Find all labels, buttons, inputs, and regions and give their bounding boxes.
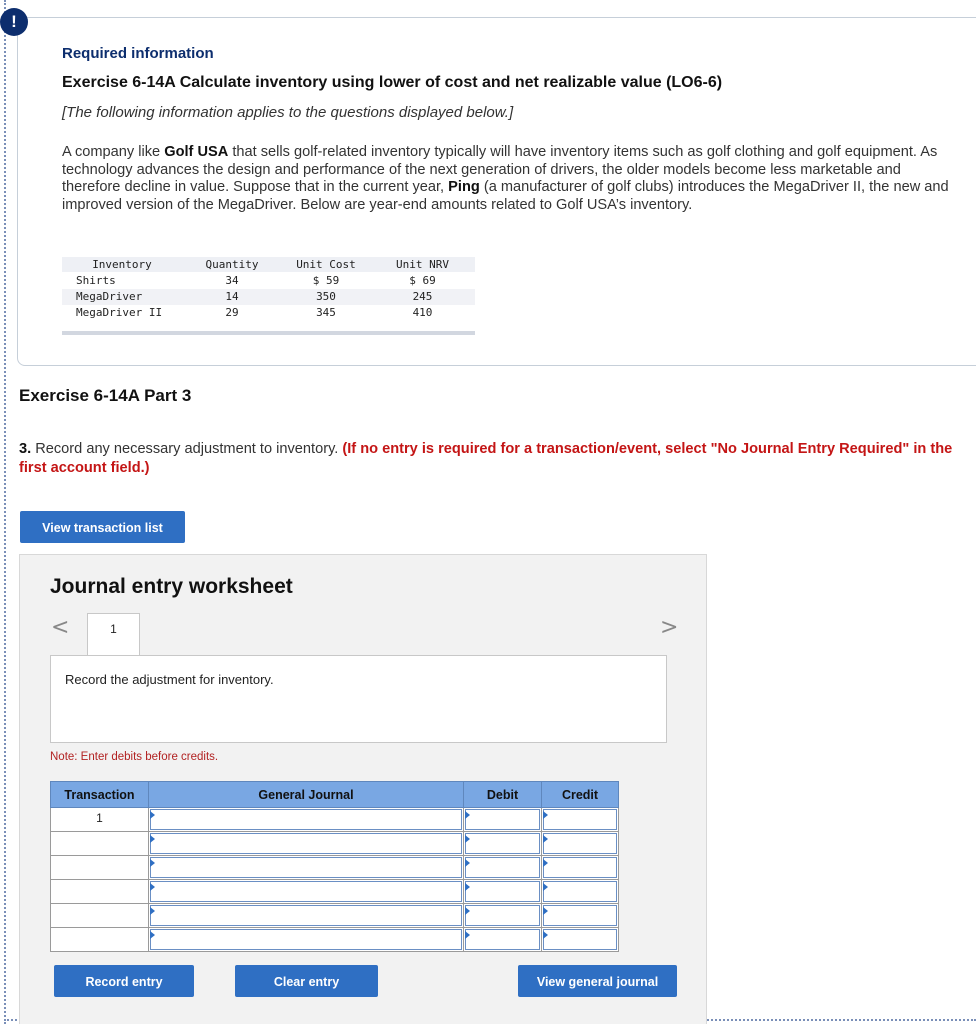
table-row	[51, 832, 619, 856]
credit-input[interactable]	[543, 929, 617, 950]
view-transaction-list-button[interactable]: View transaction list	[20, 511, 185, 543]
record-entry-button[interactable]: Record entry	[54, 965, 194, 997]
inventory-header: Inventory	[62, 257, 182, 273]
credit-input[interactable]	[543, 833, 617, 854]
credit-input[interactable]	[543, 881, 617, 902]
worksheet-tab-1[interactable]: 1	[87, 613, 140, 657]
credit-input[interactable]	[543, 809, 617, 830]
exercise-subtitle: [The following information applies to the questions displayed below.]	[62, 104, 514, 121]
account-select[interactable]	[150, 833, 462, 854]
table-row	[51, 808, 619, 832]
journal-entry-worksheet	[19, 554, 707, 1024]
account-select[interactable]	[150, 881, 462, 902]
table-row: MegaDriver 14 350 245	[62, 289, 475, 305]
credit-header: Credit	[542, 782, 619, 808]
manufacturer-name: Ping	[448, 179, 480, 195]
question-instruction: (If no entry is required for a transaction/event, select "No Journal Entry Required" in the first account field.)	[19, 441, 953, 476]
credit-input[interactable]	[543, 905, 617, 926]
account-select[interactable]	[150, 929, 462, 950]
view-general-journal-button[interactable]: View general journal	[518, 965, 677, 997]
clear-entry-button[interactable]: Clear entry	[235, 965, 378, 997]
debit-input[interactable]	[465, 929, 540, 950]
table-row	[51, 904, 619, 928]
journal-entry-table	[50, 781, 619, 952]
debit-credit-note: Note: Enter debits before credits.	[50, 751, 219, 763]
debit-input[interactable]	[465, 809, 540, 830]
debit-input[interactable]	[465, 857, 540, 878]
company-name: Golf USA	[164, 144, 229, 160]
part-title: Exercise 6-14A Part 3	[19, 386, 192, 405]
chevron-right-icon[interactable]: >	[660, 615, 679, 640]
instruction-box	[50, 655, 667, 743]
worksheet-title: Journal entry worksheet	[50, 575, 293, 598]
table-row	[51, 880, 619, 904]
page-border-left	[4, 0, 6, 1024]
debit-input[interactable]	[465, 833, 540, 854]
table-row: Shirts 34 $ 59 $ 69	[76, 274, 436, 288]
general-journal-header: General Journal	[149, 782, 464, 808]
question-text: 3. Record any necessary adjustment to inventory. (If no entry is required for a transaction/event, select "No Journal Entry Required" in the first account field.)	[19, 441, 953, 476]
debit-input[interactable]	[465, 881, 540, 902]
quantity-header: Quantity	[182, 257, 282, 273]
table-row	[51, 928, 619, 952]
unit-nrv-header: Unit NRV	[370, 257, 475, 273]
alert-icon: !	[0, 8, 28, 36]
table-row: MegaDriver II 29 345 410	[76, 306, 433, 319]
transaction-header: Transaction	[51, 782, 149, 808]
account-select[interactable]	[150, 857, 462, 878]
account-select[interactable]	[150, 905, 462, 926]
transaction-number: 1	[51, 808, 149, 832]
required-information-heading: Required information	[62, 45, 214, 62]
exercise-description: A company like Golf USA that sells golf-related inventory typically will have inventory items such as golf clothing and golf equipment. As technology advances the design and performance of the next generation of drivers, the older models become less marketable and therefore decline in value. Suppose that in the current year, Ping (a manufacturer of golf clubs) introduces the MegaDriver II, the new and improved version of the MegaDriver. Below are year-end amounts related to Golf USA’s inventory.	[62, 144, 949, 213]
unit-cost-header: Unit Cost	[282, 257, 370, 273]
table-row	[51, 856, 619, 880]
chevron-left-icon[interactable]: <	[51, 615, 70, 640]
exercise-title: Exercise 6-14A Calculate inventory using lower of cost and net realizable value (LO6-6)	[62, 74, 723, 91]
inventory-table	[62, 256, 475, 335]
debit-header: Debit	[464, 782, 542, 808]
account-select[interactable]	[150, 809, 462, 830]
debit-input[interactable]	[465, 905, 540, 926]
credit-input[interactable]	[543, 857, 617, 878]
instruction-text: Record the adjustment for inventory.	[65, 672, 274, 687]
